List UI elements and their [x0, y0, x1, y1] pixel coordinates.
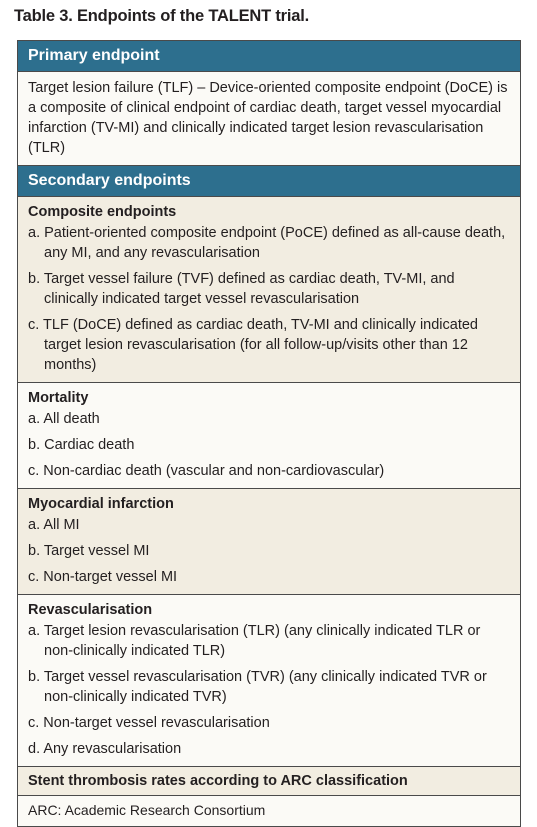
stent-thrombosis-row: Stent thrombosis rates according to ARC classification	[18, 767, 520, 796]
list-item: b. Cardiac death	[28, 437, 135, 453]
list-item: a. All death	[28, 411, 100, 427]
endpoints-table	[17, 40, 521, 827]
section-composite-endpoints	[18, 197, 520, 383]
section-revascularisation	[18, 595, 520, 767]
list-item: c. Non-target vessel revascularisation	[28, 715, 270, 731]
primary-endpoint-header: Primary endpoint	[18, 41, 520, 72]
section-mortality	[18, 383, 520, 489]
section-title: Composite endpoints	[28, 204, 177, 220]
list-item: c. Non-target vessel MI	[28, 569, 178, 585]
list-item: a. Target lesion revascularisation (TLR) (any clinically indicated TLR or non-clinically indicated TLR)	[28, 623, 481, 659]
section-title: Revascularisation	[28, 602, 153, 618]
section-title: Mortality	[28, 390, 89, 406]
table-title: Table 3. Endpoints of the TALENT trial.	[14, 7, 310, 25]
footnote: ARC: Academic Research Consortium	[18, 796, 520, 826]
list-item: b. Target vessel revascularisation (TVR) (any clinically indicated TVR or non-clinically indicated TVR)	[28, 669, 487, 705]
secondary-endpoints-header: Secondary endpoints	[18, 166, 520, 197]
list-item: d. Any revascularisation	[28, 741, 182, 757]
list-item: a. All MI	[28, 517, 80, 533]
section-title: Myocardial infarction	[28, 496, 174, 512]
section-myocardial-infarction	[18, 489, 520, 595]
list-item: c. TLF (DoCE) defined as cardiac death, TV-MI and clinically indicated target lesion revascularisation (for all follow-up/visits other than 12 months)	[28, 317, 478, 373]
list-item: b. Target vessel failure (TVF) defined as cardiac death, TV-MI, and clinically indicated target vessel revascularisation	[28, 271, 455, 307]
list-item: c. Non-cardiac death (vascular and non-cardiovascular)	[28, 463, 385, 479]
primary-endpoint-text: Target lesion failure (TLF) – Device-oriented composite endpoint (DoCE) is a composite of clinical endpoint of cardiac death, target vessel myocardial infarction (TV-MI) and clinically indicated target lesion revascularisation (TLR)	[18, 72, 520, 166]
list-item: a. Patient-oriented composite endpoint (PoCE) defined as all-cause death, any MI, and any revascularisation	[28, 225, 506, 261]
list-item: b. Target vessel MI	[28, 543, 150, 559]
